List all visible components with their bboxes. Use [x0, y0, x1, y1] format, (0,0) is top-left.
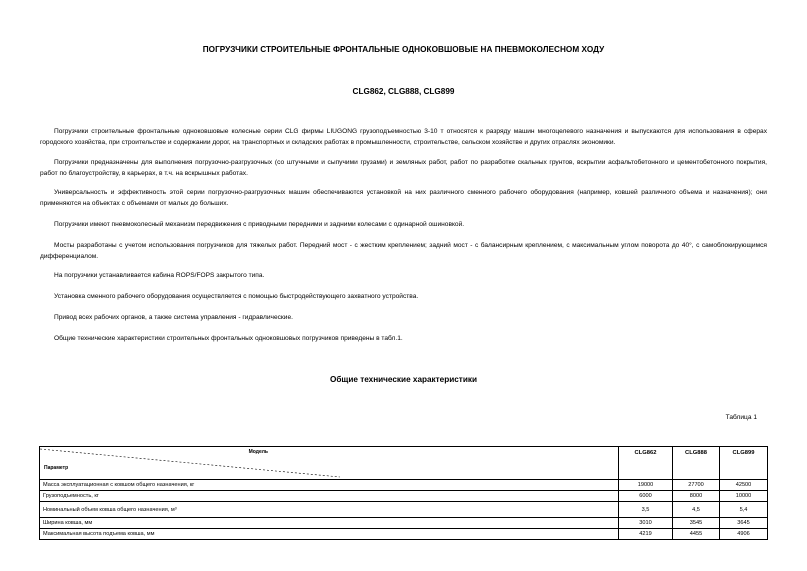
row-value: 3645 — [720, 518, 768, 529]
row-value: 4455 — [673, 529, 720, 540]
row-value: 3010 — [619, 518, 673, 529]
header-model-1: CLG862 — [619, 447, 673, 480]
row-value: 27700 — [673, 480, 720, 491]
paragraph-2: Погрузчики предназначены для выполнения погрузочно-разгрузочных (со штучными и сыпучими грузами) и земляных работ, работ по разработке скальных грунтов, вскрытии асфальтобетонного и цементобетонного покрытия, работ по благоустройству, в карьерах, в т.ч. на вскрышных работах. — [40, 159, 767, 177]
corner-diagonal — [40, 447, 619, 479]
table-row — [40, 529, 768, 540]
row-value: 3,5 — [619, 502, 673, 518]
row-value: 6000 — [619, 491, 673, 502]
row-param: Максимальная высота подъема ковша, мм — [40, 529, 619, 540]
row-value: 10000 — [720, 491, 768, 502]
row-value: 8000 — [673, 491, 720, 502]
header-model-2: CLG888 — [673, 447, 720, 480]
paragraph-8: Привод всех рабочих органов, а также система управления - гидравлические. — [54, 314, 293, 321]
header-model-3: CLG899 — [720, 447, 768, 480]
paragraph-1: Погрузчики строительные фронтальные одноковшовые колесные серии CLG фирмы LIUGONG грузоподъемностью 3-10 т относятся к разряду машин многоцелевого назначения и выпускаются для использования в сферах городского хозяйства, при строительстве и содержании дорог, на транспортных и складских работах в промышленности, строительстве, сельском хозяйстве и других отраслях экономики. — [40, 128, 767, 146]
paragraph-9: Общие технические характеристики строительных фронтальных одноковшовых погрузчиков приведены в табл.1. — [54, 335, 403, 342]
row-value: 3545 — [673, 518, 720, 529]
row-param: Масса эксплуатационная с ковшом общего назначения, кг — [40, 480, 619, 491]
row-param: Ширина ковша, мм — [40, 518, 619, 529]
table-label: Таблица 1 — [725, 414, 757, 421]
row-param: Номинальный объем ковша общего назначения, м³ — [40, 502, 619, 518]
corner-label-param: Параметр — [44, 465, 69, 471]
document-subtitle: CLG862, CLG888, CLG899 — [352, 87, 455, 96]
paragraph-6: На погрузчики устанавливается кабина ROPS/FOPS закрытого типа. — [54, 272, 265, 279]
row-value: 4,5 — [673, 502, 720, 518]
corner-cell — [40, 447, 619, 480]
corner-label-model: Модель — [248, 449, 268, 455]
row-param: Грузоподъемность, кг — [40, 491, 619, 502]
table-row — [40, 502, 768, 518]
row-value: 5,4 — [720, 502, 768, 518]
paragraph-4: Погрузчики имеют пневмоколесный механизм передвижения с приводными передними и задними колесами с одинарной ошиновкой. — [54, 221, 465, 228]
paragraph-7: Установка сменного рабочего оборудования осуществляется с помощью быстродействующего захватного устройства. — [54, 293, 419, 300]
table-row — [40, 491, 768, 502]
paragraph-5: Мосты разработаны с учетом использования погрузчиков для тяжелых работ. Передний мост - с жестким креплением; задний мост - с балансирным креплением, с максимальным углом поворота до 40°, с самоблокирующимся дифференциалом. — [40, 242, 767, 260]
row-value: 4906 — [720, 529, 768, 540]
row-value: 19000 — [619, 480, 673, 491]
table-row — [40, 480, 768, 491]
row-value: 42500 — [720, 480, 768, 491]
paragraph-3: Универсальность и эффективность этой серии погрузочно-разгрузочных машин обеспечиваются установкой на них различного сменного рабочего оборудования (например, ковшей различного объема и назначения); они применяются на объектах с объемами от малых до больших. — [40, 189, 767, 207]
table-row — [40, 518, 768, 529]
row-value: 4219 — [619, 529, 673, 540]
spec-table — [39, 446, 768, 540]
table-header-row — [40, 447, 768, 480]
document-title: ПОГРУЗЧИКИ СТРОИТЕЛЬНЫЕ ФРОНТАЛЬНЫЕ ОДНОКОВШОВЫЕ НА ПНЕВМОКОЛЕСНОМ ХОДУ — [202, 45, 605, 54]
section-title: Общие технические характеристики — [330, 375, 477, 384]
